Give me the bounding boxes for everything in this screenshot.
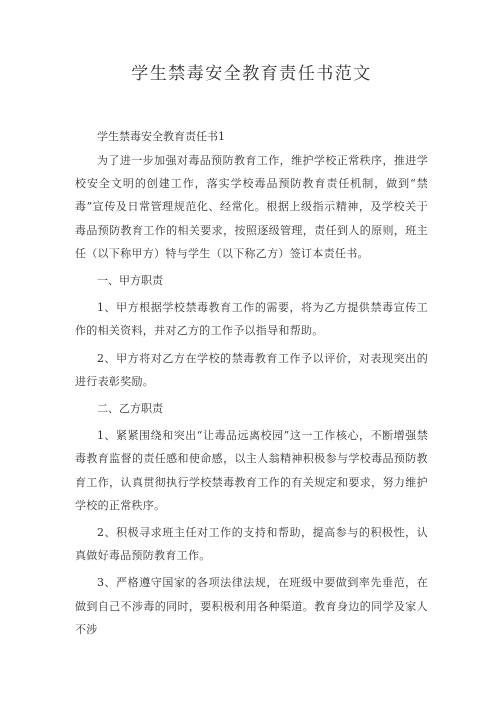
party-a-item-2: 2、甲方将对乙方在学校的禁毒教育工作予以评价，对表现突出的进行表彰奖励。 <box>75 351 428 388</box>
party-b-item-2: 2、积极寻求班主任对工作的支持和帮助，提高参与的积极性，认真做好毒品预防教育工作。 <box>75 526 428 563</box>
document-subtitle: 学生禁毒安全教育责任书1 <box>97 130 225 143</box>
party-a-item-1: 1、甲方根据学校禁毒教育工作的需要，将为乙方提供禁毒宣传工作的相关资料，并对乙方的工作予以指导和帮助。 <box>75 301 428 338</box>
section-heading-party-a: 一、甲方职责 <box>97 274 163 288</box>
party-b-item-1: 1、紧紧围绕和突出“让毒品远离校园”这一工作核心，不断增强禁毒教育监督的责任感和使命感，以主人翁精神积极参与学校毒品预防教育工作，认真贯彻执行学校禁毒教育工作的有关规定和要求，努力维护学校的正常秩序。 <box>75 429 428 512</box>
section-heading-party-b: 二、乙方职责 <box>97 402 163 416</box>
intro-paragraph: 为了进一步加强对毒品预防教育工作，维护学校正常秩序，推进学校安全文明的创建工作，落实学校毒品预防教育责任机制，做到“禁毒”宣传及日常管理规范化、经常化。根据上级指示精神，及学校关于毒品预防教育工作的相关要求，按照逐级管理，责任到人的原则，班主任（以下称甲方）特与学生（以下称乙方）签订本责任书。 <box>75 154 428 260</box>
document-title: 学生禁毒安全教育责任书范文 <box>131 64 372 84</box>
party-b-item-3: 3、严格遵守国家的各项法律法规，在班级中要做到率先垂范，在做到自己不涉毒的同时，要积极利用各种渠道。教育身边的同学及家人不涉 <box>75 576 428 636</box>
